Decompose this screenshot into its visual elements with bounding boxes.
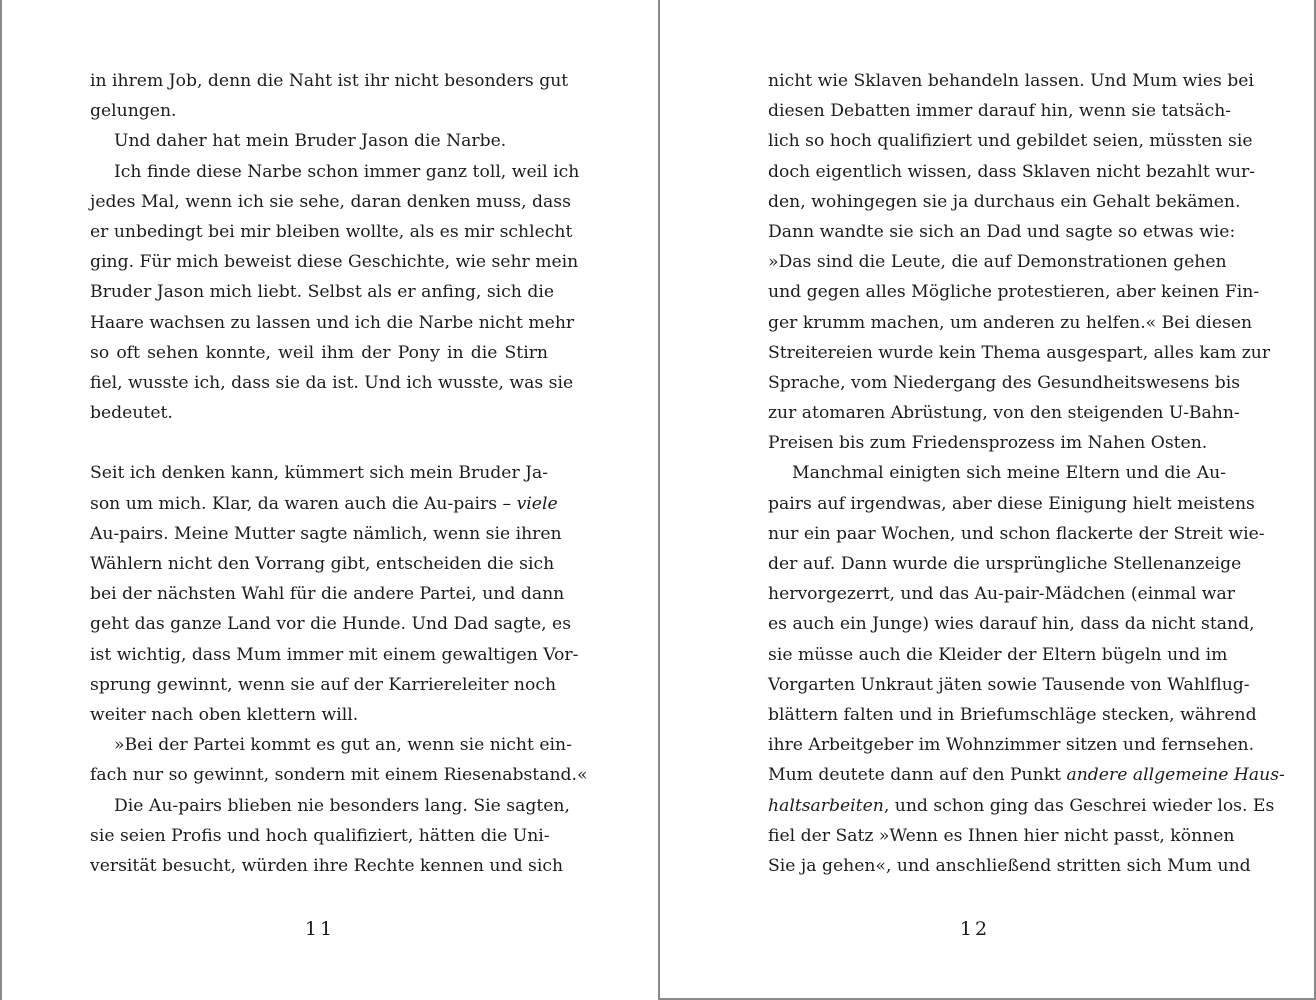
line-text: doch eigentlich wissen, dass Sklaven nicht bezahlt wur- [768,161,1256,182]
text-line [768,851,1251,881]
line-text: , und schon ging das Geschrei wieder los. Es [883,795,1275,816]
line-text: Seit ich denken kann, kümmert sich mein Bruder Ja- [90,463,549,484]
line-text: gelungen. [90,101,177,122]
line-text: Ich finde diese Narbe schon immer ganz toll, weil ich [114,161,580,182]
line-text: Bruder Jason mich liebt. Selbst als er anfing, sich die [90,282,555,303]
text-line [768,96,1232,126]
line-text: er unbedingt bei mir bleiben wollte, als es mir schlecht [90,221,573,242]
text-line [768,308,1253,338]
text-line [768,579,1235,609]
line-text: in ihrem Job, denn die Naht ist ihr nicht besonders gut [90,71,569,91]
line-text: der auf. Dann wurde die ursprüngliche Stellenanzeige [768,554,1242,574]
text-line [768,187,1241,217]
text-line [90,157,580,187]
text-line [90,277,555,307]
text-line [90,851,564,881]
line-text: ist wichtig, dass Mum immer mit einem gewaltigen Vor- [90,644,579,665]
text-line [768,277,1260,307]
line-text: sprung gewinnt, wenn sie auf der Karriereleiter noch [90,674,557,695]
text-line [768,157,1256,187]
text-line [90,126,548,156]
text-line [90,338,548,368]
line-text: jedes Mal, wenn ich sie sehe, daran denken muss, dass [90,191,571,212]
text-line [768,821,1235,851]
line-text: Und daher hat mein Bruder Jason die Narbe. [114,131,507,152]
line-text: es auch ein Junge) wies darauf hin, dass da nicht stand, [768,614,1255,635]
text-line [90,609,572,639]
line-text: Streitereien wurde kein Thema ausgespart, alles kam zur [768,342,1271,363]
line-text: geht das ganze Land vor die Hunde. Und Dad sagte, es [90,614,572,635]
text-line [90,308,575,338]
text-line [90,519,562,549]
line-text: diesen Debatten immer darauf hin, wenn sie tatsäch- [768,101,1232,122]
text-line [90,579,565,609]
line-text: nur ein paar Wochen, und schon flackerte der Streit wie- [768,523,1265,544]
text-line [768,217,1236,247]
text-line [768,368,1241,398]
text-line [90,247,579,277]
right-page-number: 12 [959,918,991,940]
line-text: so oft sehen konnte, weil ihm der Pony in die Stirn [90,342,548,363]
line-text: sie müsse auch die Kleider der Eltern bügeln und im [768,644,1228,665]
text-line [768,338,1271,368]
text-line [768,730,1255,760]
text-line [90,791,570,821]
line-text: Sprache, vom Niedergang des Gesundheitswesens bis [768,372,1241,393]
line-text: ger krumm machen, um anderen zu helfen.« Bei diesen [768,312,1253,333]
text-line [90,217,573,247]
line-text: Die Au-pairs blieben nie besonders lang. Sie sagten, [114,795,570,816]
line-text: bedeutet. [90,403,173,424]
text-line [768,66,1254,96]
line-text: »Das sind die Leute, die auf Demonstrationen gehen [768,252,1227,273]
text-line [90,821,548,851]
text-line [90,66,569,96]
paragraph-break [90,428,548,458]
line-text: Wählern nicht den Vorrang gibt, entscheiden die sich [90,554,555,574]
line-text: den, wohingegen sie ja durchaus ein Gehalt bekämen. [768,191,1241,212]
line-text: fach nur so gewinnt, sondern mit einem Riesenabstand.« [90,765,588,786]
text-line [90,368,574,398]
left-page-text [90,66,588,881]
italic-phrase: viele [516,493,558,514]
italic-phrase: haltsarbeiten [768,795,884,816]
line-text: Mum deutete dann auf den Punkt [768,765,1067,786]
line-text: versität besucht, würden ihre Rechte kennen und sich [90,855,564,876]
line-text: und gegen alles Mögliche protestieren, aber keinen Fin- [768,282,1260,303]
text-line [768,428,1226,458]
line-text: ging. Für mich beweist diese Geschichte, wie sehr mein [90,252,579,273]
text-line [90,96,548,126]
line-text: Au-pairs. Meine Mutter sagte nämlich, wenn sie ihren [90,523,562,544]
line-text: weiter nach oben klettern will. [90,704,359,725]
text-line [768,609,1255,639]
line-text: bei der nächsten Wahl für die andere Partei, und dann [90,584,565,605]
line-text: fiel der Satz »Wenn es Ihnen hier nicht passt, können [768,825,1235,846]
text-line [768,247,1226,277]
line-text: Sie ja gehen«, und anschließend stritten sich Mum und [768,855,1251,876]
line-text: fiel, wusste ich, dass sie da ist. Und ich wusste, was sie [90,372,574,393]
text-line [90,640,579,670]
line-text: Vorgarten Unkraut jäten sowie Tausende von Wahlflug- [768,674,1250,695]
right-page [658,0,1316,1000]
text-line [768,670,1250,700]
text-line [768,126,1253,156]
text-line [768,398,1240,428]
italic-phrase: andere allgemeine Haus- [1066,765,1285,786]
text-line [768,700,1257,730]
text-line [768,458,1226,488]
text-line [768,489,1255,519]
text-line [768,519,1265,549]
line-text: ihre Arbeitgeber im Wohnzimmer sitzen und fernsehen. [768,735,1255,756]
text-line [90,489,558,519]
right-page-text [768,66,1285,881]
line-text: blättern falten und in Briefumschläge stecken, während [768,704,1257,725]
line-text: pairs auf irgendwas, aber diese Einigung hielt meistens [768,493,1255,514]
text-line [90,670,557,700]
text-line [768,791,1275,821]
left-page-number: 11 [304,918,336,940]
line-text: sie seien Profis und hoch qualifiziert, hätten die Uni- [90,825,550,846]
line-text: Dann wandte sie sich an Dad und sagte so etwas wie: [768,221,1236,242]
text-line [90,700,548,730]
text-line [768,760,1285,790]
text-line [768,549,1242,579]
text-line [90,398,548,428]
line-text: hervorgezerrt, und das Au-pair-Mädchen (einmal war [768,584,1235,605]
line-text: Haare wachsen zu lassen und ich die Narbe nicht mehr [90,312,575,333]
text-line [90,549,555,579]
text-line [90,187,571,217]
text-line [90,760,588,790]
line-text: zur atomaren Abrüstung, von den steigenden U-Bahn- [768,403,1240,424]
line-text: Manchmal einigten sich meine Eltern und die Au- [792,463,1226,484]
text-line [768,640,1226,670]
line-text: son um mich. Klar, da waren auch die Au-pairs – [90,493,517,514]
line-text: nicht wie Sklaven behandeln lassen. Und Mum wies bei [768,71,1254,91]
line-text: lich so hoch qualifiziert und gebildet seien, müssten sie [768,131,1253,152]
text-line [90,730,572,760]
text-line [90,458,548,488]
line-text: »Bei der Partei kommt es gut an, wenn sie nicht ein- [114,735,572,756]
line-text: Preisen bis zum Friedensprozess im Nahen Osten. [768,433,1208,454]
